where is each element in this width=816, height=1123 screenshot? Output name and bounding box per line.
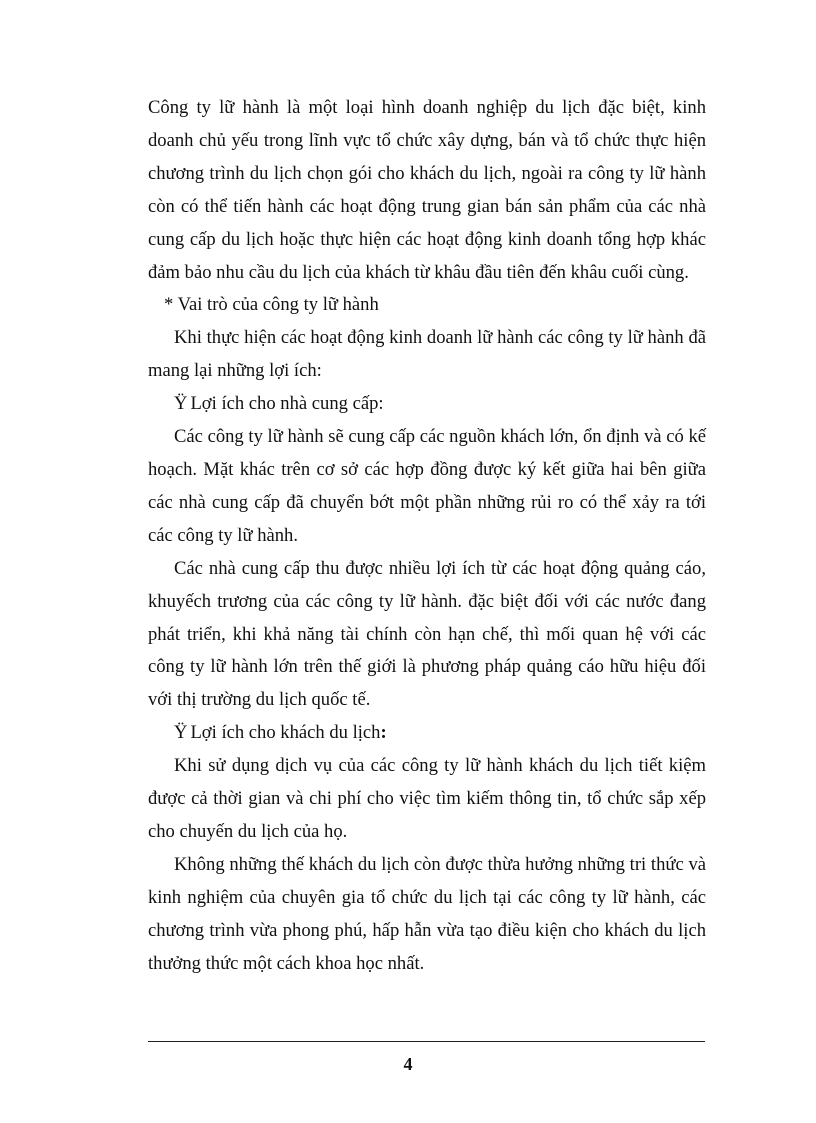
bullet-heading-supplier-benefits xyxy=(148,388,706,421)
bullet-heading-colon: : xyxy=(380,722,387,744)
heading-role-of-travel-company: * Vai trò của công ty lữ hành xyxy=(164,294,379,316)
bullet-heading-tourist-benefits xyxy=(148,717,706,750)
bullet-heading-text: Lợi ích cho khách du lịch xyxy=(190,722,381,744)
page-body xyxy=(148,92,706,980)
page-number: 4 xyxy=(403,1054,413,1074)
footer-divider xyxy=(148,1041,705,1042)
paragraph-travel-company-definition: Công ty lữ hành là một loại hình doanh nghiệp du lịch đặc biệt, kinh doanh chủ yếu trong lĩnh vực tổ chức xây dựng, bán và tổ chức thực hiện chương trình du lịch chọn gói cho khách du lịch, ngoài ra công ty lữ hành còn có thể tiến hành các hoạt động trung gian bán sản phẩm của các nhà cung cấp du lịch hoặc thực hiện các hoạt động kinh doanh tổng hợp khác đảm bảo nhu cầu du lịch của khách từ khâu đầu tiên đến khâu cuối cùng. xyxy=(148,97,706,283)
bullet-heading-text: Lợi ích cho nhà cung cấp: xyxy=(190,393,384,415)
paragraph-benefits-intro: Khi thực hiện các hoạt động kinh doanh lữ hành các công ty lữ hành đã mang lại những lợi ích: xyxy=(148,327,706,382)
paragraph-tourist-benefit-1: Khi sử dụng dịch vụ của các công ty lữ hành khách du lịch tiết kiệm được cả thời gian và chi phí cho việc tìm kiếm thông tin, tổ chức sắp xếp cho chuyến du lịch của họ. xyxy=(148,755,706,842)
paragraph-tourist-benefit-2: Không những thế khách du lịch còn được thừa hưởng những tri thức và kinh nghiệm của chuyên gia tổ chức du lịch tại các công ty lữ hành, các chương trình vừa phong phú, hấp hẫn vừa tạo điều kiện cho khách du lịch thưởng thức một cách khoa học nhất. xyxy=(148,853,706,974)
bullet-symbol: Ÿ xyxy=(174,722,188,744)
paragraph-supplier-benefit-2: Các nhà cung cấp thu được nhiều lợi ích từ các hoạt động quảng cáo, khuyếch trương của các công ty lữ hành. đặc biệt đối với các nước đang phát triển, khi khả năng tài chính còn hạn chế, thì mối quan hệ với các công ty lữ hành lớn trên thế giới là phương pháp quảng cáo hữu hiệu đối với thị trường du lịch quốc tế. xyxy=(148,557,706,711)
paragraph-supplier-benefit-1: Các công ty lữ hành sẽ cung cấp các nguồn khách lớn, ổn định và có kế hoạch. Mặt khác trên cơ sở các hợp đồng được ký kết giữa hai bên giữa các nhà cung cấp đã chuyển bớt một phần những rủi ro có thể xảy ra tới các công ty lữ hành. xyxy=(148,426,706,546)
bullet-symbol: Ÿ xyxy=(174,393,188,415)
